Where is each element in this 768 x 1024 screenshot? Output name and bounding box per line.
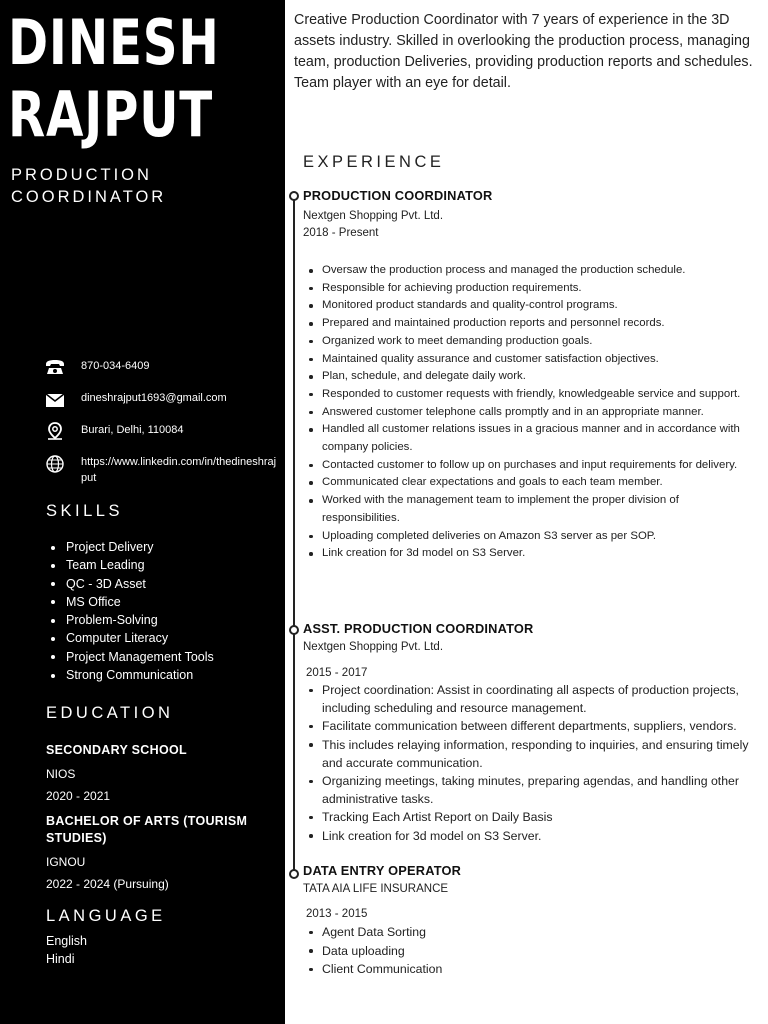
job-bullet: Handled all customer relations issues in a gracious manner and in accordance with company policies.	[306, 421, 750, 456]
skill-item: MS Office	[48, 593, 214, 611]
contact-website	[44, 454, 279, 486]
skill-item: Project Delivery	[48, 538, 214, 556]
sidebar	[0, 0, 285, 1024]
education-heading: EDUCATION	[46, 704, 174, 722]
job-company: Nextgen Shopping Pvt. Ltd.	[303, 641, 444, 653]
job-years: 2015 - 2017	[306, 667, 368, 679]
education-years: 2020 - 2021	[46, 789, 111, 803]
education-title: SECONDARY SCHOOL	[46, 743, 187, 757]
language-heading: LANGUAGE	[46, 907, 166, 925]
last-name: RAJPUT	[8, 78, 214, 151]
first-name: DINESH	[8, 6, 220, 79]
phone-icon	[44, 358, 66, 378]
timeline-dot	[289, 869, 299, 879]
job-bullet: Organized work to meet demanding production goals.	[306, 333, 750, 351]
education-school: IGNOU	[46, 855, 86, 869]
job-bullet: Communicated clear expectations and goals to each team member.	[306, 474, 750, 492]
job-bullet: Oversaw the production process and managed the production schedule.	[306, 262, 750, 280]
job-bullets	[306, 262, 750, 563]
job-bullets	[306, 923, 750, 979]
contact-phone	[44, 358, 279, 378]
language-item: English	[46, 934, 87, 948]
job-bullet: Responsible for achieving production requirements.	[306, 280, 750, 298]
job-bullets	[306, 681, 750, 845]
job-bullet: Monitored product standards and quality-control programs.	[306, 297, 750, 315]
job-bullet: Link creation for 3d model on S3 Server.	[306, 827, 750, 845]
job-company: TATA AIA LIFE INSURANCE	[303, 883, 449, 895]
job-bullet: Data uploading	[306, 942, 750, 961]
job-company: Nextgen Shopping Pvt. Ltd.	[303, 210, 444, 222]
language-item: Hindi	[46, 952, 75, 966]
job-title: ASST. PRODUCTION COORDINATOR	[303, 621, 534, 636]
skill-item: Team Leading	[48, 556, 214, 574]
skill-item: Computer Literacy	[48, 629, 214, 647]
skill-item: Project Management Tools	[48, 648, 214, 666]
timeline-dot	[289, 191, 299, 201]
language-list	[46, 932, 87, 968]
job-bullet: Facilitate communication between different departments, suppliers, vendors.	[306, 717, 750, 735]
job-bullet: This includes relaying information, responding to inquiries, and ensuring timely and accurate communication.	[306, 736, 750, 772]
education-school: NIOS	[46, 767, 76, 781]
education-years: 2022 - 2024 (Pursuing)	[46, 877, 169, 891]
job-bullet: Tracking Each Artist Report on Daily Basis	[306, 808, 750, 826]
job-bullet: Link creation for 3d model on S3 Server.	[306, 545, 750, 563]
job-bullet: Agent Data Sorting	[306, 923, 750, 942]
skill-item: QC - 3D Asset	[48, 575, 214, 593]
mail-icon	[44, 390, 66, 410]
location-text: Burari, Delhi, 110084	[81, 424, 184, 436]
job-bullet: Client Communication	[306, 960, 750, 979]
timeline-dot	[289, 625, 299, 635]
timeline-line	[293, 196, 295, 874]
location-pin-icon	[44, 422, 66, 442]
phone-number[interactable]: 870-034-6409	[81, 360, 150, 372]
job-title: DATA ENTRY OPERATOR	[303, 863, 462, 878]
job-bullet: Plan, schedule, and delegate daily work.	[306, 368, 750, 386]
job-bullet: Maintained quality assurance and customer satisfaction objectives.	[306, 351, 750, 369]
job-bullet: Answered customer telephone calls promptly and in an appropriate manner.	[306, 404, 750, 422]
website-link[interactable]: https://www.linkedin.com/in/thedineshrajput	[81, 456, 277, 484]
contact-email	[44, 390, 279, 410]
job-years: 2013 - 2015	[306, 908, 368, 920]
job-bullet: Responded to customer requests with friendly, knowledgeable service and support.	[306, 386, 750, 404]
skill-item: Strong Communication	[48, 666, 214, 684]
job-bullet: Contacted customer to follow up on purchases and input requirements for delivery.	[306, 457, 750, 475]
skill-item: Problem-Solving	[48, 611, 214, 629]
job-bullet: Uploading completed deliveries on Amazon S3 server as per SOP.	[306, 528, 750, 546]
email-address[interactable]: dineshrajput1693@gmail.com	[81, 392, 227, 404]
job-bullet: Prepared and maintained production reports and personnel records.	[306, 315, 750, 333]
job-years: 2018 - Present	[303, 227, 379, 239]
job-role-line-2: COORDINATOR	[11, 188, 167, 206]
skills-list	[48, 538, 214, 684]
contact-location	[44, 422, 279, 442]
job-bullet: Worked with the management team to implement the proper division of responsibilities.	[306, 492, 750, 527]
experience-heading: EXPERIENCE	[303, 153, 445, 171]
education-title: BACHELOR OF ARTS (TOURISM STUDIES)	[46, 814, 248, 845]
job-bullet: Project coordination: Assist in coordinating all aspects of production projects, including scheduling and resource management.	[306, 681, 750, 717]
globe-icon	[44, 454, 66, 474]
job-bullet: Organizing meetings, taking minutes, preparing agendas, and handling other administrative tasks.	[306, 772, 750, 808]
skills-heading: SKILLS	[46, 502, 123, 520]
profile-summary: Creative Production Coordinator with 7 years of experience in the 3D assets industry. Skilled in overlooking the production process, managing team, production Deliveries, providing production reports and schedules. Team player with an eye for detail.	[294, 12, 753, 91]
job-title: PRODUCTION COORDINATOR	[303, 188, 493, 203]
job-role-line-1: PRODUCTION	[11, 166, 152, 184]
